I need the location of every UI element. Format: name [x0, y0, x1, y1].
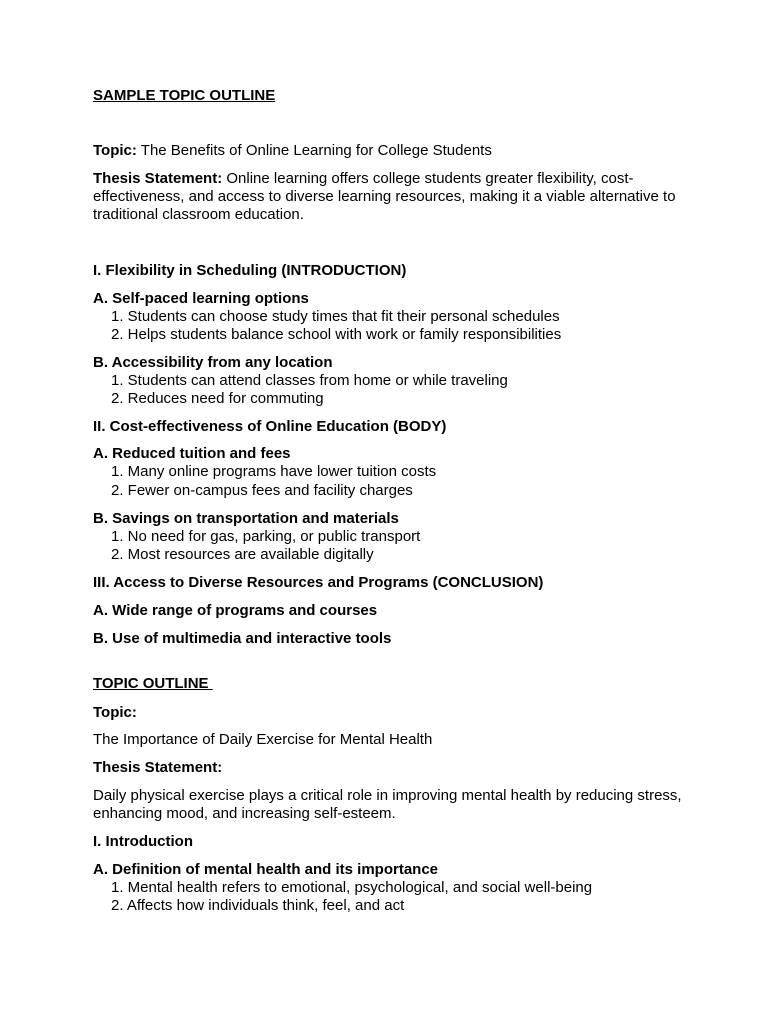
list-item: 2. Fewer on-campus fees and facility charges [111, 482, 413, 499]
subsection-heading: B. Use of multimedia and interactive tools [93, 630, 392, 647]
list-item: 1. Mental health refers to emotional, psychological, and social well-being [111, 879, 593, 896]
subsection-heading: B. Savings on transportation and materials [93, 510, 399, 527]
thesis-label: Thesis Statement: [93, 170, 223, 187]
list-item: 2. Affects how individuals think, feel, and act [111, 897, 405, 914]
subsection-heading: A. Definition of mental health and its importance [93, 861, 439, 878]
subsection-heading: A. Reduced tuition and fees [93, 445, 291, 462]
list-item: 1. No need for gas, parking, or public transport [111, 528, 421, 545]
thesis-value: Daily physical exercise plays a critical role in improving mental health by reducing stress, enhancing mood, and increasing self-esteem. [93, 787, 682, 822]
section-heading: II. Cost-effectiveness of Online Education (BODY) [93, 418, 447, 435]
sample-outline-title: SAMPLE TOPIC OUTLINE [93, 87, 276, 104]
list-item: 2. Helps students balance school with work or family responsibilities [111, 326, 562, 343]
topic-label: Topic: [93, 704, 137, 721]
subsection-heading: A. Self-paced learning options [93, 290, 309, 307]
sample-topic [93, 142, 683, 160]
list-item: 2. Most resources are available digitally [111, 546, 374, 563]
topic-outline-title: TOPIC OUTLINE [93, 675, 213, 692]
section-heading: III. Access to Diverse Resources and Programs (CONCLUSION) [93, 574, 544, 591]
subsection-heading: A. Wide range of programs and courses [93, 602, 378, 619]
section-heading: I. Introduction [93, 833, 193, 850]
topic-value: The Importance of Daily Exercise for Mental Health [93, 731, 433, 748]
topic-value: The Benefits of Online Learning for College Students [136, 142, 492, 159]
list-item: 1. Students can attend classes from home or while traveling [111, 372, 508, 389]
sample-thesis [93, 170, 683, 224]
thesis-label: Thesis Statement: [93, 759, 223, 776]
list-item: 2. Reduces need for commuting [111, 390, 324, 407]
list-item: 1. Students can choose study times that fit their personal schedules [111, 308, 560, 325]
topic-label: Topic: [93, 142, 137, 159]
subsection-heading: B. Accessibility from any location [93, 354, 333, 371]
section-heading: I. Flexibility in Scheduling (INTRODUCTION) [93, 262, 407, 279]
list-item: 1. Many online programs have lower tuition costs [111, 463, 437, 480]
thesis-value: Online learning offers college students greater flexibility, cost-effectiveness, and access to diverse learning resources, making it a viable alternative to traditional classroom education. [93, 170, 676, 223]
